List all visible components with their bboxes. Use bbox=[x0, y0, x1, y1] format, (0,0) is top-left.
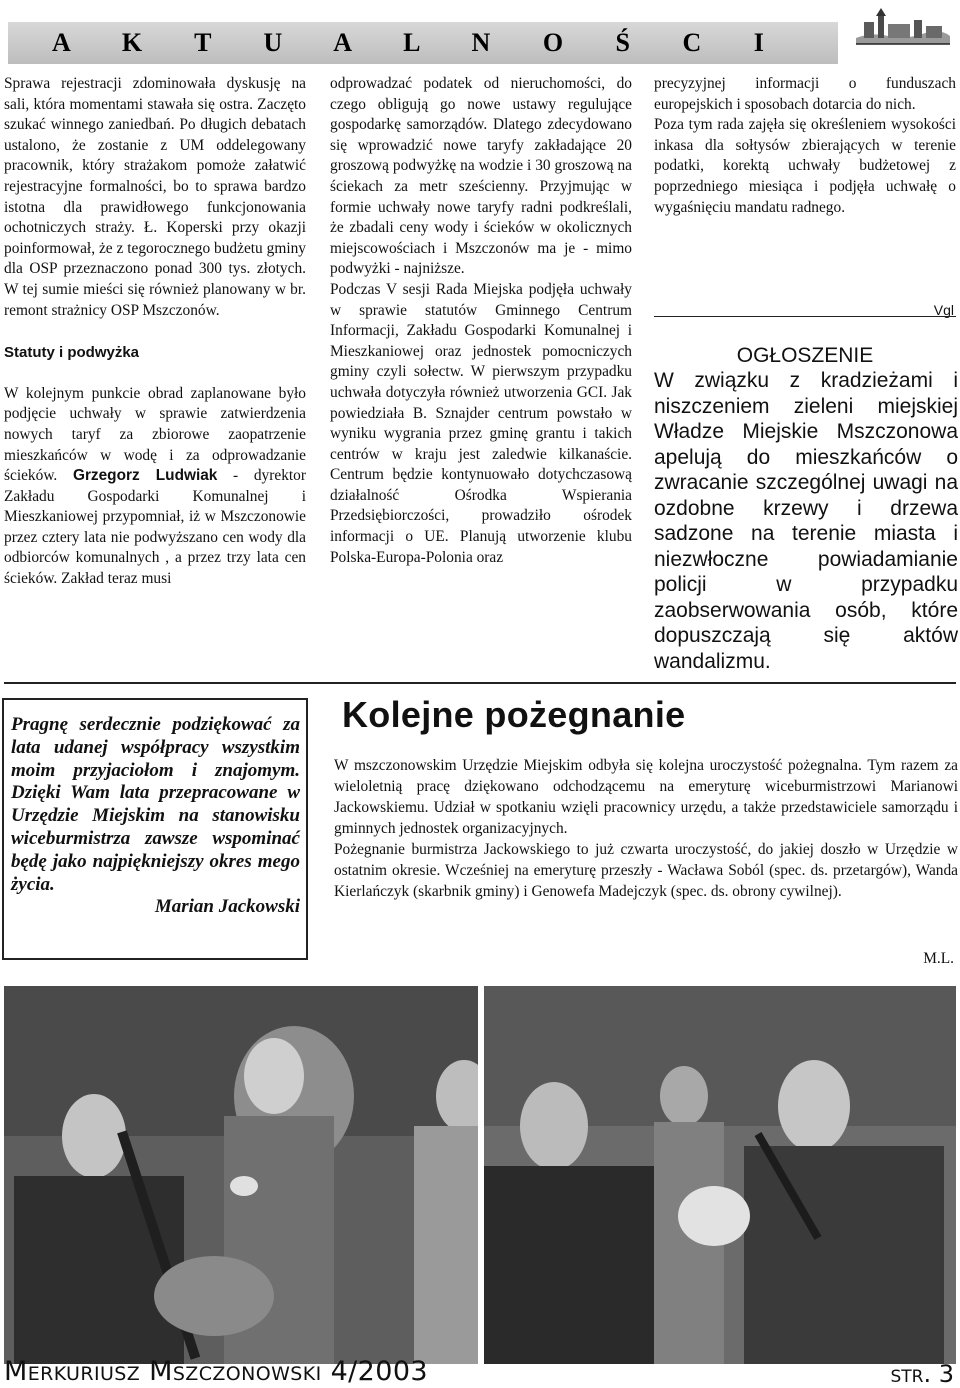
divider-rule bbox=[654, 316, 956, 317]
article-paragraph: precyzyjnej informacji o funduszach europejskich i sposobach dotarcia do nich. bbox=[654, 75, 956, 113]
article-column-2 bbox=[330, 74, 632, 568]
notice-title: OGŁOSZENIE bbox=[736, 344, 874, 367]
section-divider bbox=[4, 682, 956, 684]
section-title: A K T U A L N O Ś C I bbox=[52, 28, 787, 57]
ceremony-photo-left bbox=[4, 986, 478, 1364]
paragraph-text: - dyrektor Zakładu Gospodarki Komunalnej i Mieszkaniowej przypomniał, iż w Mszczonowie przez cztery lata nie podwyższano cen wody dla odbiorców komunalnych , a przez trzy lata cen ścieków. Zakład teraz musi bbox=[4, 467, 306, 588]
article-paragraph: Poza tym rada zajęła się określeniem wysokości inkasa dla sołtysów zbierających w terenie podatki, korektą uchwały budżetowej z poprzedniego miesiąca i podjęła uchwałę o wygaśnięciu mandatu radnego. bbox=[654, 116, 956, 216]
publication-title: Merkuriusz Mszczonowski 4/2003 bbox=[4, 1356, 428, 1387]
town-logo-image bbox=[852, 4, 952, 50]
article-paragraph: W mszczonowskim Urzędzie Miejskim odbyła się kolejna uroczystość pożegnalna. Tym razem za wieloletnią pracę dziękowano odchodzącemu na emeryturę wiceburmistrzowi Marianowi Jackowskiemu. Udział w spotkaniu wzięli pracownicy urzędu, a także przedstawiciele samorządu i gminnych jednostek organizacyjnych. bbox=[334, 757, 958, 837]
article-column-1 bbox=[4, 74, 306, 590]
subheading-statutes: Statuty i podwyżka bbox=[4, 344, 140, 362]
paragraph-text: W kolejnym punkcie obrad zaplanowane było podjęcie uchwały w sprawie zatwierdzenia nowych taryf za zbiorowe zaopatrzenie mieszkańców w wodę i za odprowadzanie ścieków. bbox=[4, 384, 306, 485]
thanks-signature: Marian Jackowski bbox=[154, 896, 300, 918]
page-number: str. 3 bbox=[890, 1360, 954, 1388]
ceremony-photo-right bbox=[484, 986, 956, 1364]
notice-body: W związku z kradzieżami i niszczeniem zieleni miejskiej Władze Miejskie Mszczonowa apelują do mieszkańców o zwracanie szczególnej uwagi na ozdobne krzewy i drzewa sadzone na terenie miasta i niezwłoczne powiadamianie policji w przypadku zaobserwowania osób, które dopuszczają się aktów wandalizmu. bbox=[654, 369, 958, 673]
article-paragraph: Podczas V sesji Rada Miejska podjęła uchwały w sprawie statutów Gminnego Centrum Informacji, Zakładu Gospodarki Komunalnej i Mieszkaniowej oraz jednostek pomocniczych gminy czyli sołectw. W pierwszym przypadku uchwała dotyczyła również utworzenia GCI. Jak powiedziała B. Sznajder centrum powstało w wyniku wygrania przez gminę grantu i takich centrów w kraju jest zaledwie kilkanaście. Centrum będzie kontynuowało dotychczasową działalność Ośrodka Wspierania Przedsiębiorczości, prowadziło ośrodek informacji o UE. Planują utworzenie klubu Polska-Europa-Polonia oraz bbox=[330, 280, 632, 566]
section-header-band bbox=[8, 22, 838, 64]
article-headline: Kolejne pożegnanie bbox=[342, 694, 686, 735]
farewell-article bbox=[334, 755, 958, 902]
author-signature: Vgl bbox=[933, 302, 954, 318]
thanks-text: Pragnę serdecznie podziękować za lata udanej współpracy wszystkim moim przyjaciołom i znajomym. Dzięki Wam lata przepracowane w Urzędzie Miejskim na stanowisku wiceburmistrza zawsze wspominać będę jako najpiękniejszy okres mego życia. bbox=[11, 714, 300, 895]
article-paragraph: Pożegnanie burmistrza Jackowskiego to już czwarta uroczystość, do jakiej doszło w Urzędzie w ostatnim okresie. Wcześniej na emeryturę przeszły - Wacława Soból (spec. ds. przetargów), Wanda Kierlańczyk (skarbnik gminy) i Genowefa Madejczyk (spec. ds. obrony cywilnej). bbox=[334, 841, 958, 900]
article-paragraph: odprowadzać podatek od nieruchomości, do czego obligują go nowe ustawy regulujące gospodarkę samorządów. Dlatego zdecydowano się wprowadzić nowe taryfy zakładające 20 groszową podwyżkę na wodzie i 30 groszową na ściekach za metr sześcienny. Przyjmując w formie uchwały nowe taryfy radni podkreślali, że zbadali ceny wody i ścieków w okolicznych miejscowościach i Mszczonów ma je - mimo podwyżki - najniższe. bbox=[330, 75, 632, 278]
article-paragraph: Sprawa rejestracji zdominowała dyskusję na sali, która momentami stawała się ostra. Zaczęto szukać winnego zaniedbań. Po długich debatach ustalono, że zostanie z UM oddelegowany pracownik, który strażakom pomoże załatwić rejestracyjne formalności, bo to sprawa bardzo istotna dla prawidłowego funkcjonowania ochotniczych straży. Ł. Koperski przy okazji poinformował, że z tegorocznego budżetu gminy dla OSP przeznaczono ponad 300 tys. złotych. W tej sumie mieści się również planowany w br. remont strażnicy OSP Mszczonów. bbox=[4, 75, 306, 319]
article-paragraph bbox=[4, 384, 306, 590]
article-column-3 bbox=[654, 74, 956, 218]
thanks-box bbox=[2, 698, 308, 960]
author-signature: M.L. bbox=[923, 950, 954, 967]
person-name: Grzegorz Ludwiak bbox=[72, 467, 218, 485]
